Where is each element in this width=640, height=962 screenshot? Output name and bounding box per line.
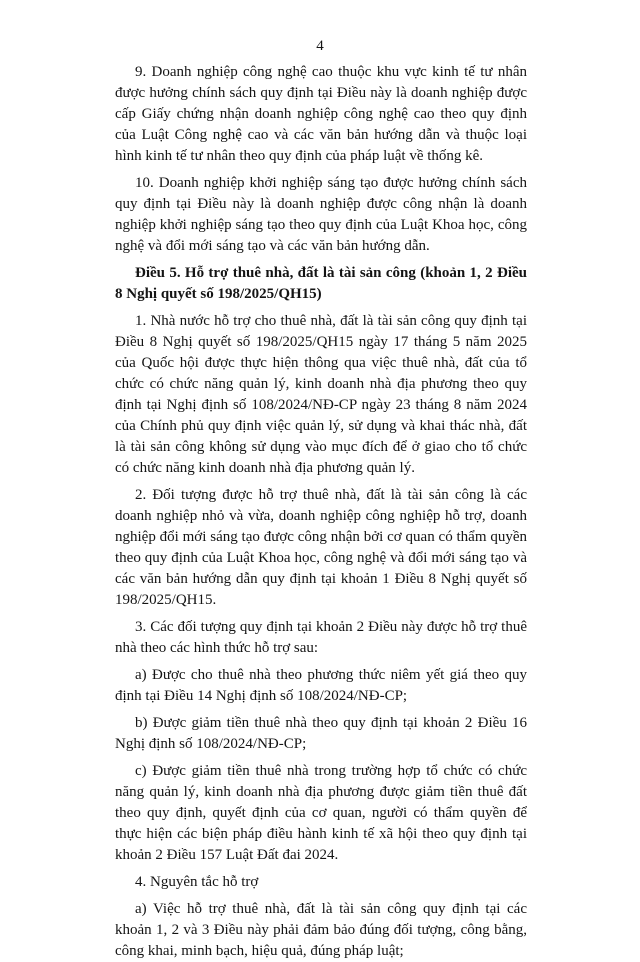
article-5-heading: Điều 5. Hỗ trợ thuê nhà, đất là tài sản công (khoản 1, 2 Điều 8 Nghị quyết số 198/2025/QH15) [115,265,527,302]
paragraph-clause-4a: a) Việc hỗ trợ thuê nhà, đất là tài sản công quy định tại các khoản 1, 2 và 3 Điều này phải đảm bảo đúng đối tượng, công bằng, công khai, minh bạch, hiệu quả, đúng pháp luật; [115,901,527,959]
paragraph-clause-3: 3. Các đối tượng quy định tại khoản 2 Điều này được hỗ trợ thuê nhà theo các hình thức hỗ trợ sau: [115,619,527,656]
paragraph-clause-1: 1. Nhà nước hỗ trợ cho thuê nhà, đất là tài sản công quy định tại Điều 8 Nghị quyết số 198/2025/QH15 ngày 17 tháng 5 năm 2025 của Quốc hội được thực hiện thông qua việc thuê nhà, đất của tổ chức có chức năng quản lý, kinh doanh nhà địa phương theo quy định tại Nghị định số 108/2024/NĐ-CP ngày 23 tháng 8 năm 2024 của Chính phủ quy định việc quản lý, sử dụng và khai thác nhà, đất là tài sản công không sử dụng vào mục đích để ở giao cho tổ chức có chức năng kinh doanh nhà địa phương quản lý. [115,313,527,476]
paragraph-clause-3c: c) Được giảm tiền thuê nhà trong trường hợp tổ chức có chức năng quản lý, kinh doanh nhà địa phương được giảm tiền thuê đất theo quy định, quyết định của cơ quan, người có thẩm quyền để thực hiện các biện pháp điều hành kinh tế xã hội theo quy định tại khoản 2 Điều 157 Luật Đất đai 2024. [115,763,527,863]
paragraph-clause-3b: b) Được giảm tiền thuê nhà theo quy định tại khoản 2 Điều 16 Nghị định số 108/2024/NĐ-CP; [115,715,527,752]
paragraph-item-9: 9. Doanh nghiệp công nghệ cao thuộc khu vực kinh tế tư nhân được hưởng chính sách quy định tại Điều này là doanh nghiệp được cấp Giấy chứng nhận doanh nghiệp công nghệ cao theo quy định của Luật Công nghệ cao và các văn bản hướng dẫn và thuộc loại hình kinh tế tư nhân theo quy định của pháp luật về thống kê. [115,64,527,164]
page-number: 4 [316,38,324,54]
paragraph-clause-4: 4. Nguyên tắc hỗ trợ [135,874,259,890]
paragraph-clause-3a: a) Được cho thuê nhà theo phương thức niêm yết giá theo quy định tại Điều 14 Nghị định số 108/2024/NĐ-CP; [115,667,527,704]
document-body [115,62,527,962]
paragraph-item-10: 10. Doanh nghiệp khởi nghiệp sáng tạo được hưởng chính sách quy định tại Điều này là doanh nghiệp được công nhận là doanh nghiệp khởi nghiệp sáng tạo theo quy định của Luật Khoa học, công nghệ và đổi mới sáng tạo và các văn bản hướng dẫn. [115,175,527,254]
paragraph-clause-2: 2. Đối tượng được hỗ trợ thuê nhà, đất là tài sản công là các doanh nghiệp nhỏ và vừa, doanh nghiệp công nghiệp hỗ trợ, doanh nghiệp đổi mới sáng tạo được công nhận bởi cơ quan có thẩm quyền theo quy định của Luật Khoa học, công nghệ và đổi mới sáng tạo và các văn bản hướng dẫn quy định tại khoản 1 Điều 8 Nghị quyết số 198/2025/QH15. [115,487,527,608]
